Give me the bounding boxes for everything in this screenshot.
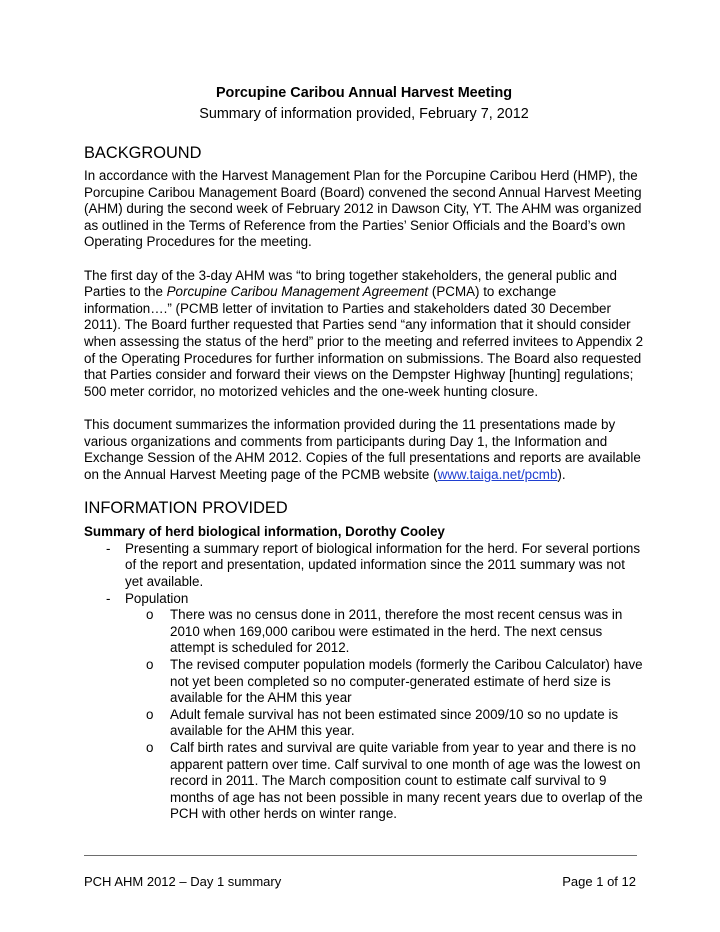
section-subheading: Summary of herd biological information, Dorothy Cooley [84, 524, 445, 540]
bullet-list [84, 541, 644, 823]
document-title: Porcupine Caribou Annual Harvest Meeting [215, 85, 513, 101]
circle-bullet-icon: o [146, 657, 154, 673]
dash-bullet-icon: - [106, 590, 111, 606]
background-paragraph-2 [84, 268, 644, 401]
circle-bullet-icon: o [146, 740, 154, 755]
document-subtitle: Summary of information provided, February 7, 2012 [199, 106, 529, 122]
sub-list-item [84, 740, 644, 823]
background-paragraph-1: In accordance with the Harvest Management Plan for the Porcupine Caribou Herd (HMP), the Porcupine Caribou Management Board (Board) convened the second Annual Harvest Meeting (AHM) during the second week of February 2012 in Dawson City, YT. The AHM was organized as outlined in the Terms of Reference from the Parties’ Senior Officials and the Board’s own Operating Procedures for the meeting. [84, 168, 642, 250]
paragraph-text: This document summarizes the information provided during the 11 presentations made by various organizations and comments from participants during Day 1, the Information and Exchange Session of the AHM 2012. Copies of the full presentations and reports are available on the Annual Harvest Meeting page of the PCMB website ( [84, 416, 641, 482]
sub-list-item [84, 607, 644, 657]
sub-list-item-text: There was no census done in 2011, therefore the most recent census was in 2010 when 169,000 caribou were estimated in the herd. The next census attempt is scheduled for 2012. [170, 607, 623, 656]
list-item-text: Population [125, 590, 189, 606]
list-item [84, 541, 644, 591]
footer-divider [84, 855, 637, 856]
list-item [84, 591, 644, 823]
sub-list-item-text: The revised computer population models (formerly the Caribou Calculator) have not yet been completed so no computer-generated estimate of herd size is available for the AHM this year [170, 657, 643, 706]
list-item-text: Presenting a summary report of biological information for the herd. For several portions of the report and presentation, updated information since the 2011 summary was not yet available. [125, 540, 641, 590]
circle-bullet-icon: o [146, 607, 154, 623]
paragraph-text: ). [557, 466, 566, 482]
page-body [84, 84, 644, 823]
footer-document-label: PCH AHM 2012 – Day 1 summary [84, 874, 282, 889]
sub-list-item-text: Calf birth rates and survival are quite variable from year to year and there is no apparent pattern over time. Calf survival to one month of age was the lowest on record in 2011. The March composition count to estimate calf survival to 9 months of age has not been possible in many recent years due to overlap of the PCH with other herds on winter range. [170, 740, 643, 822]
paragraph-text: (PCMA) to exchange information….” (PCMB letter of invitation to Parties and stakeholders dated 30 December 2011). The Board further requested that Parties send “any information that it should consider when assessing the status of the herd” prior to the meeting and referred invitees to Appendix 2 of the Operating Procedures for further information on submissions. The Board also requested that Parties consider and forward their views on the Dempster Highway [hunting] regulations; 500 meter corridor, no motorized vehicles and the one-week hunting closure. [84, 284, 644, 399]
information-heading: INFORMATION PROVIDED [84, 499, 288, 518]
footer-page-number: Page 1 of 12 [562, 874, 636, 889]
sub-bullet-list [125, 607, 644, 823]
sub-list-item-text: Adult female survival has not been estimated since 2009/10 so no update is available for the AHM this year. [170, 706, 619, 739]
circle-bullet-icon: o [146, 706, 154, 722]
sub-list-item [84, 707, 644, 740]
dash-bullet-icon: - [106, 540, 111, 556]
sub-list-item [84, 657, 644, 707]
background-paragraph-3 [84, 417, 644, 483]
agreement-title: Porcupine Caribou Management Agreement [166, 284, 429, 300]
paragraph-text: The first day of the 3-day AHM was “to bring together stakeholders, the general public and Parties to the [84, 267, 617, 300]
background-heading: BACKGROUND [84, 144, 202, 162]
pcmb-website-link[interactable]: www.taiga.net/pcmb [437, 466, 558, 482]
